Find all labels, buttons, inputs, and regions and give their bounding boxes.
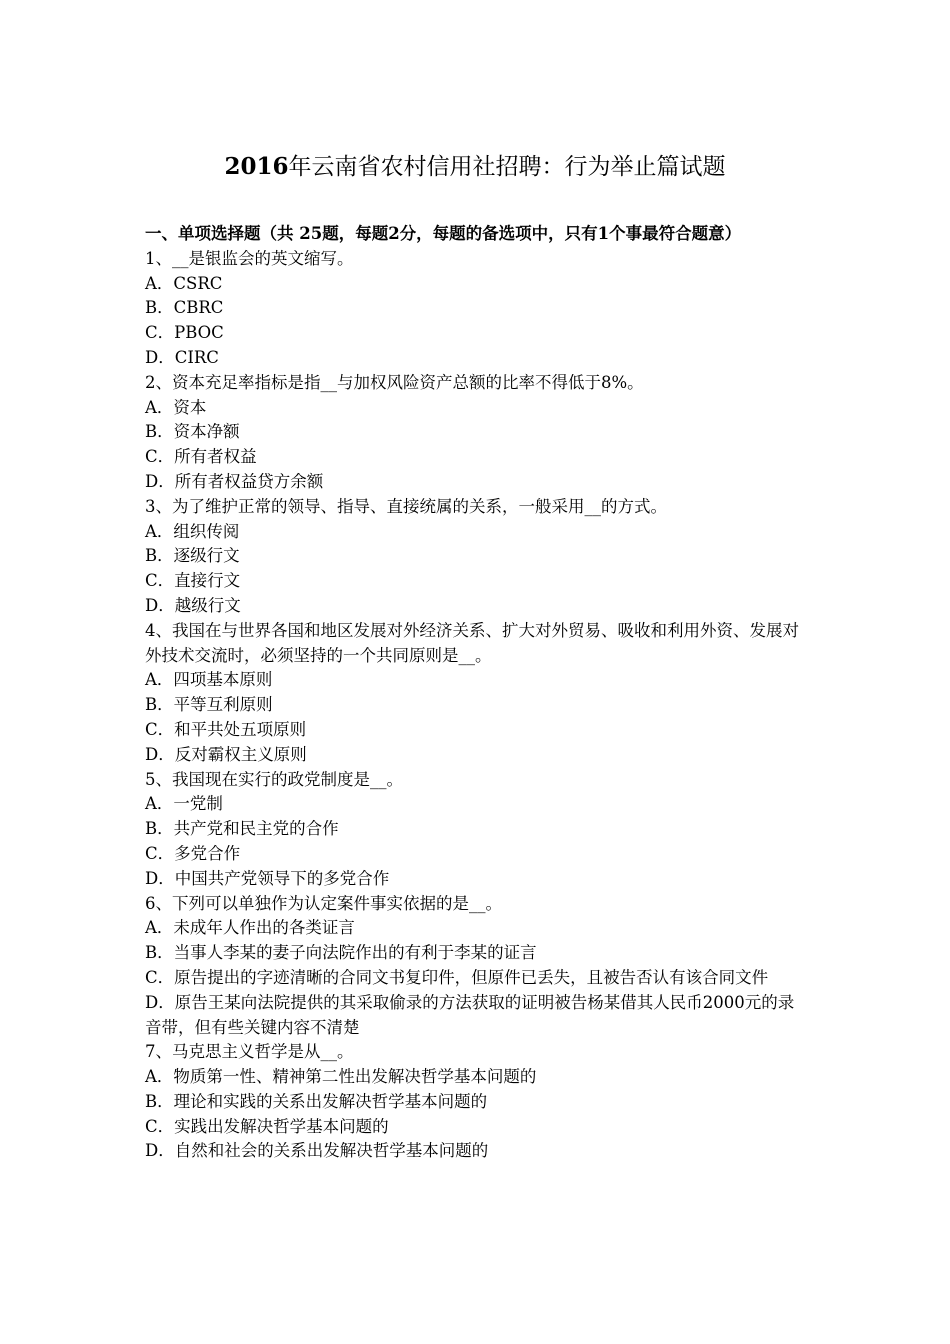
option-a: A．物质第一性、精神第二性出发解决哲学基本问题的	[145, 1067, 537, 1087]
option-a: A．组织传阅	[145, 521, 240, 541]
option-c: C．多党合作	[145, 843, 241, 863]
question-2	[145, 371, 810, 495]
option-a: A．CSRC	[145, 273, 223, 293]
question-stem: 5、我国现在实行的政党制度是__。	[145, 769, 403, 789]
title-year: 2016	[224, 153, 289, 180]
question-stem: 2、资本充足率指标是指__与加权风险资产总额的比率不得低于8%。	[145, 372, 644, 392]
option-b: B．理论和实践的关系出发解决哲学基本问题的	[145, 1091, 488, 1111]
option-b: B．资本净额	[145, 422, 240, 442]
option-c: C．原告提出的字迹清晰的合同文书复印件，但原件已丢失，且被告否认有该合同文件	[145, 967, 769, 987]
option-b: B．共产党和民主党的合作	[145, 819, 339, 839]
question-5	[145, 768, 810, 892]
option-c: C．直接行文	[145, 571, 241, 591]
option-c: C．和平共处五项原则	[145, 719, 307, 739]
option-d: D．越级行文	[145, 595, 241, 615]
document-title	[0, 150, 950, 184]
option-c: C．所有者权益	[145, 447, 257, 467]
option-c: C．实践出发解决哲学基本问题的	[145, 1116, 389, 1136]
option-a: A．资本	[145, 397, 207, 417]
option-d: D．CIRC	[145, 347, 219, 367]
option-a: A．一党制	[145, 794, 223, 814]
option-d: D．中国共产党领导下的多党合作	[145, 868, 390, 888]
question-3	[145, 495, 810, 619]
question-stem: 6、下列可以单独作为认定案件事实依据的是__。	[145, 893, 502, 913]
option-c: C．PBOC	[145, 323, 224, 343]
document-body	[145, 222, 810, 1164]
question-7	[145, 1040, 810, 1164]
option-d: D．原告王某向法院提供的其采取偷录的方法获取的证明被告杨某借其人民币2000元的录音带，但有些关键内容不清楚	[145, 992, 795, 1037]
option-b: B．CBRC	[145, 298, 224, 318]
option-a: A．四项基本原则	[145, 670, 273, 690]
title-text: 年云南省农村信用社招聘：行为举止篇试题	[288, 154, 726, 180]
option-d: D．自然和社会的关系出发解决哲学基本问题的	[145, 1141, 489, 1161]
question-1	[145, 247, 810, 371]
question-6	[145, 892, 810, 1041]
question-4	[145, 619, 810, 768]
option-a: A．未成年人作出的各类证言	[145, 918, 355, 938]
question-stem: 4、我国在与世界各国和地区发展对外经济关系、扩大对外贸易、吸收和利用外资、发展对外技术交流时，必须坚持的一个共同原则是__。	[145, 620, 799, 665]
option-d: D．所有者权益贷方余额	[145, 471, 324, 491]
option-b: B．当事人李某的妻子向法院作出的有利于李某的证言	[145, 943, 537, 963]
option-d: D．反对霸权主义原则	[145, 744, 307, 764]
option-b: B．平等互利原则	[145, 695, 273, 715]
question-stem: 7、马克思主义哲学是从__。	[145, 1042, 354, 1062]
question-stem: 1、__是银监会的英文缩写。	[145, 248, 354, 268]
question-stem: 3、为了维护正常的领导、指导、直接统属的关系，一般采用__的方式。	[145, 496, 667, 516]
section-heading: 一、单项选择题（共 25题，每题2分，每题的备选项中，只有1个事最符合题意）	[145, 224, 742, 243]
option-b: B．逐级行文	[145, 546, 240, 566]
